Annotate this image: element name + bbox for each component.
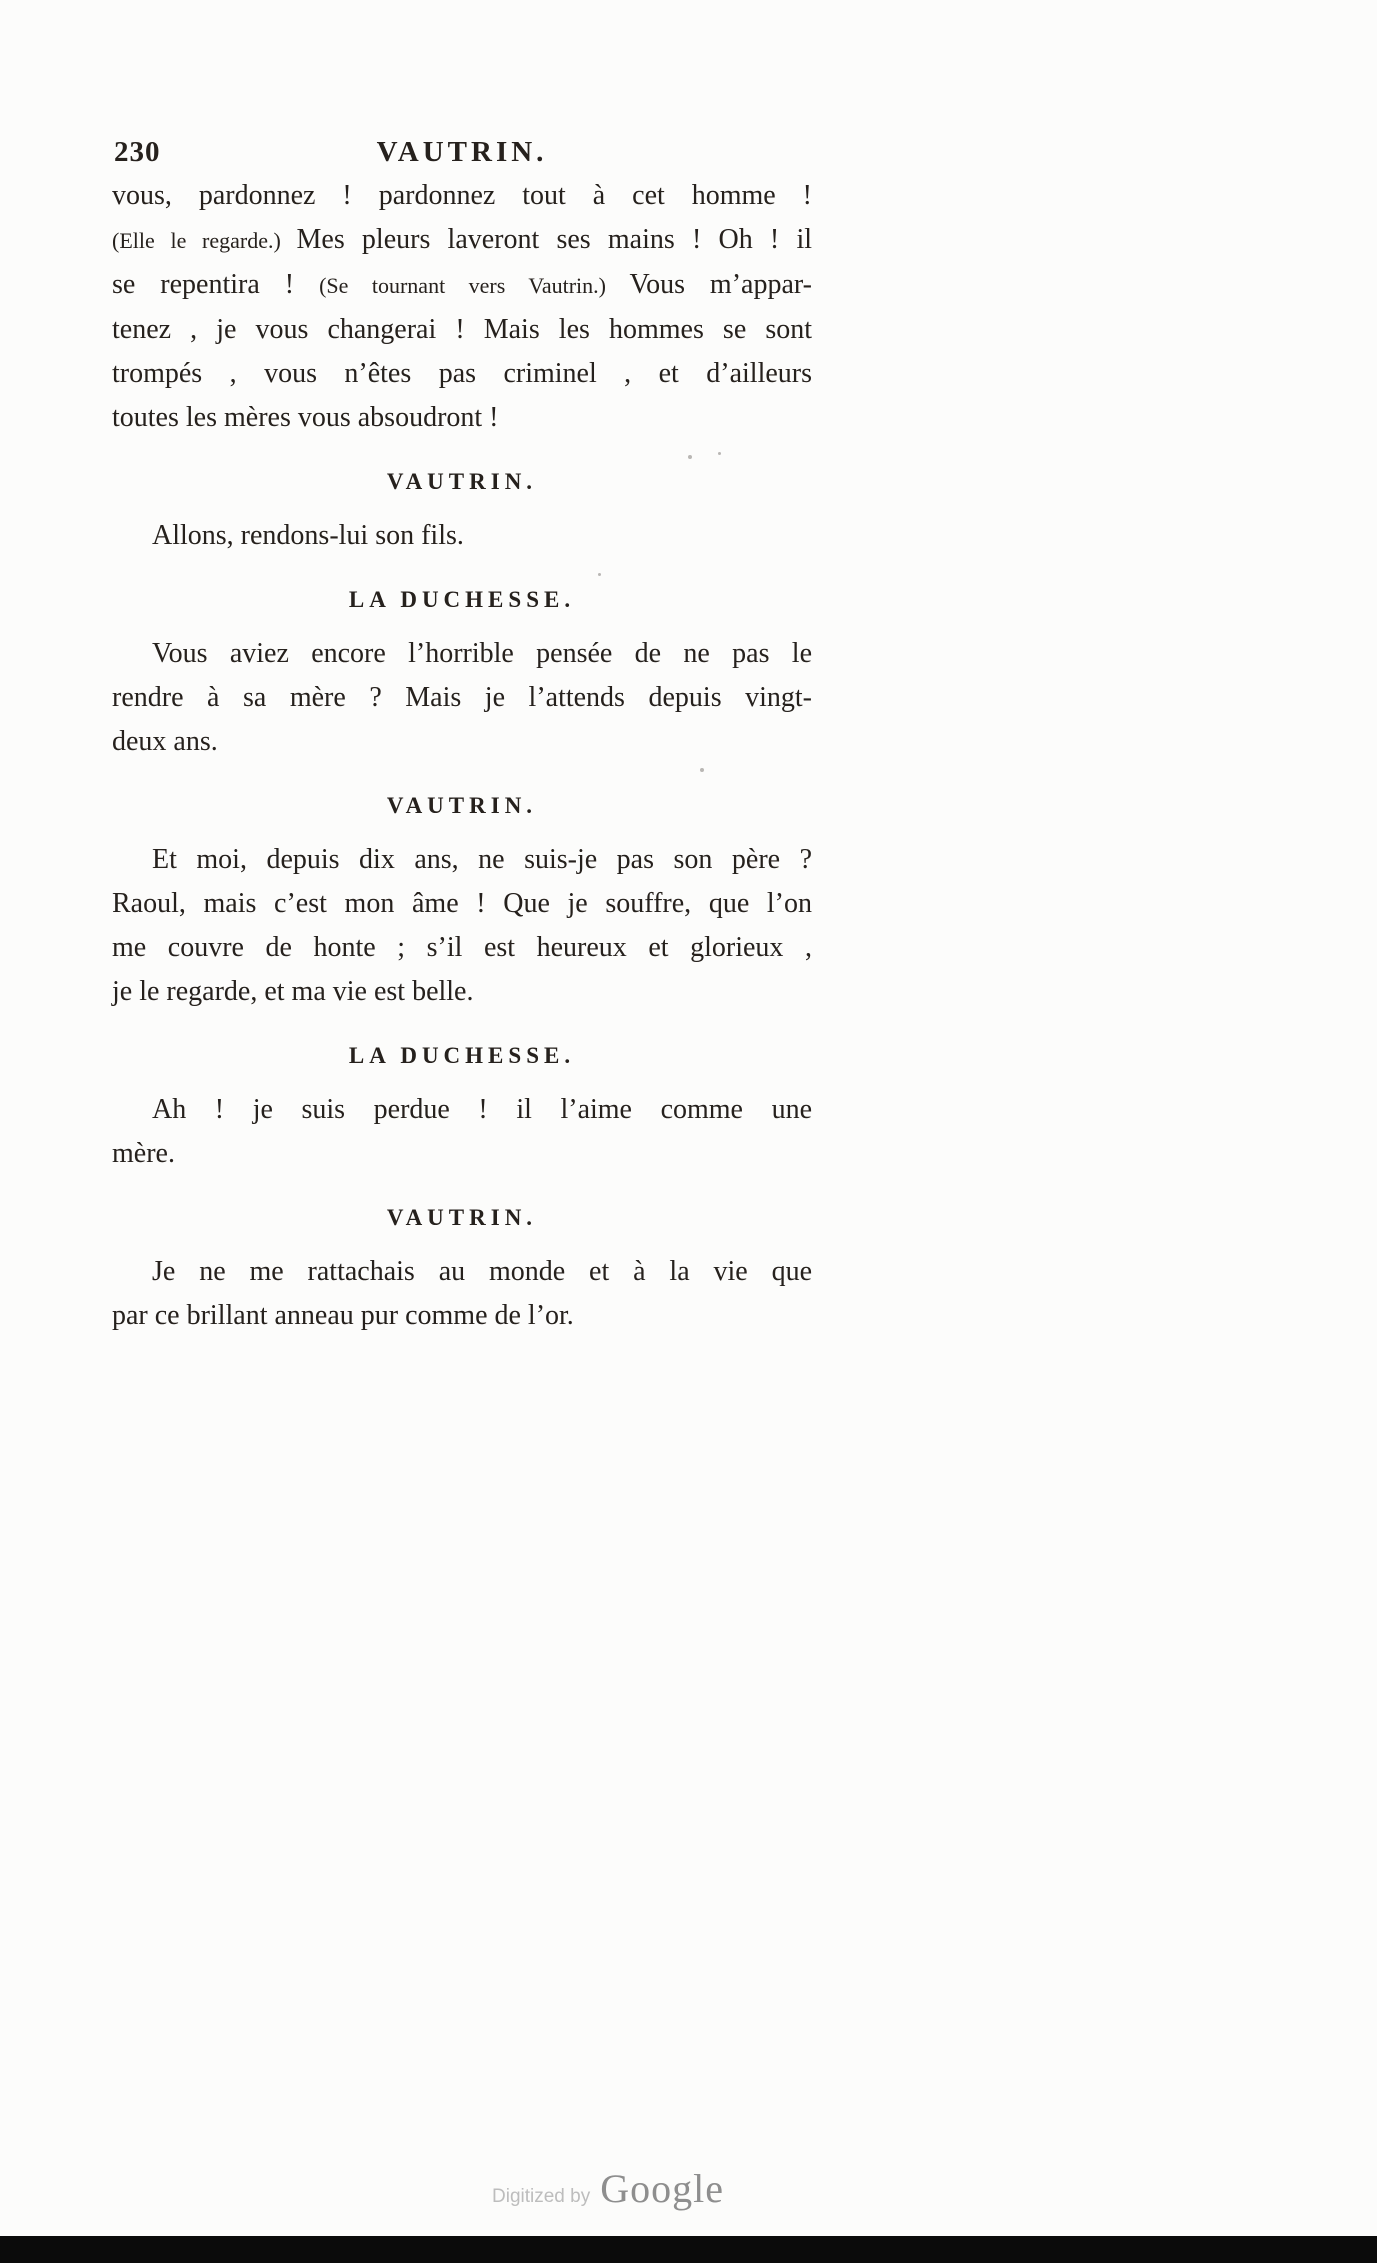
text-line xyxy=(112,1132,812,1176)
text-line xyxy=(112,720,812,764)
text-block xyxy=(112,130,812,1338)
scan-speck xyxy=(688,455,692,459)
scan-speck xyxy=(700,768,704,772)
dialogue-text: Et moi, depuis dix ans, ne suis-je pas son père ? xyxy=(152,844,812,875)
dialogue-text: deux ans. xyxy=(112,726,218,757)
page-number: 230 xyxy=(114,136,161,168)
dialogue-text: je le regarde, et ma vie est belle. xyxy=(112,976,474,1007)
stage-direction: (Se tournant vers Vautrin.) xyxy=(319,273,630,298)
text-line xyxy=(112,263,812,308)
paragraph xyxy=(112,174,812,440)
dialogue-text: par ce brillant anneau pur comme de l’or. xyxy=(112,1300,574,1331)
dialogue-text: Raoul, mais c’est mon âme ! Que je souffre, que l’on xyxy=(112,888,812,919)
digitized-watermark xyxy=(492,2165,724,2212)
text-line xyxy=(112,514,812,558)
stage-direction: (Elle le regarde.) xyxy=(112,228,297,253)
digitized-by-label: Digitized by xyxy=(492,2186,591,2207)
text-line xyxy=(112,218,812,263)
text-line xyxy=(112,926,812,970)
scan-edge-bar xyxy=(0,2236,1377,2263)
dialogue-text: se repentira ! xyxy=(112,269,320,300)
speaker-heading: VAUTRIN. xyxy=(386,793,538,818)
running-title: VAUTRIN. xyxy=(376,136,548,168)
speaker-heading: LA DUCHESSE. xyxy=(348,587,576,612)
speaker-heading: LA DUCHESSE. xyxy=(348,1043,576,1068)
paragraph xyxy=(112,1088,812,1176)
dialogue-text: Mes pleurs laveront ses mains ! Oh ! il xyxy=(296,224,812,255)
paragraph xyxy=(112,838,812,1014)
dialogue-text: trompés , vous n’êtes pas criminel , et d’ailleurs xyxy=(112,358,812,389)
speaker-heading: VAUTRIN. xyxy=(386,1205,538,1230)
google-logo: Google xyxy=(600,2166,724,2211)
dialogue-text: Vous m’appar- xyxy=(629,269,812,300)
page-header xyxy=(112,130,812,174)
speaker-heading: VAUTRIN. xyxy=(386,469,538,494)
dialogue-text: rendre à sa mère ? Mais je l’attends depuis vingt- xyxy=(112,682,812,713)
dialogue-text: mère. xyxy=(112,1138,175,1169)
text-line xyxy=(112,352,812,396)
text-line xyxy=(112,676,812,720)
page-body xyxy=(112,174,812,1338)
text-line xyxy=(112,838,812,882)
scan-speck xyxy=(718,452,721,455)
text-line xyxy=(112,970,812,1014)
dialogue-text: Je ne me rattachais au monde et à la vie que xyxy=(152,1256,812,1287)
text-line xyxy=(112,174,812,218)
dialogue-text: Vous aviez encore l’horrible pensée de ne pas le xyxy=(152,638,812,669)
dialogue-text: vous, pardonnez ! pardonnez tout à cet homme ! xyxy=(112,180,812,211)
dialogue-text: tenez , je vous changerai ! Mais les hommes se sont xyxy=(112,314,812,345)
dialogue-text: Ah ! je suis perdue ! il l’aime comme une xyxy=(152,1094,812,1125)
paragraph xyxy=(112,514,812,558)
dialogue-text: me couvre de honte ; s’il est heureux et glorieux , xyxy=(112,932,812,963)
paragraph xyxy=(112,632,812,764)
text-line xyxy=(112,1250,812,1294)
text-line xyxy=(112,632,812,676)
text-line xyxy=(112,396,812,440)
paragraph xyxy=(112,1250,812,1338)
scan-speck xyxy=(598,573,601,576)
dialogue-text: Allons, rendons-lui son fils. xyxy=(152,520,464,551)
dialogue-text: toutes les mères vous absoudront ! xyxy=(112,402,499,433)
text-line xyxy=(112,882,812,926)
text-line xyxy=(112,1294,812,1338)
text-line xyxy=(112,1088,812,1132)
text-line xyxy=(112,308,812,352)
